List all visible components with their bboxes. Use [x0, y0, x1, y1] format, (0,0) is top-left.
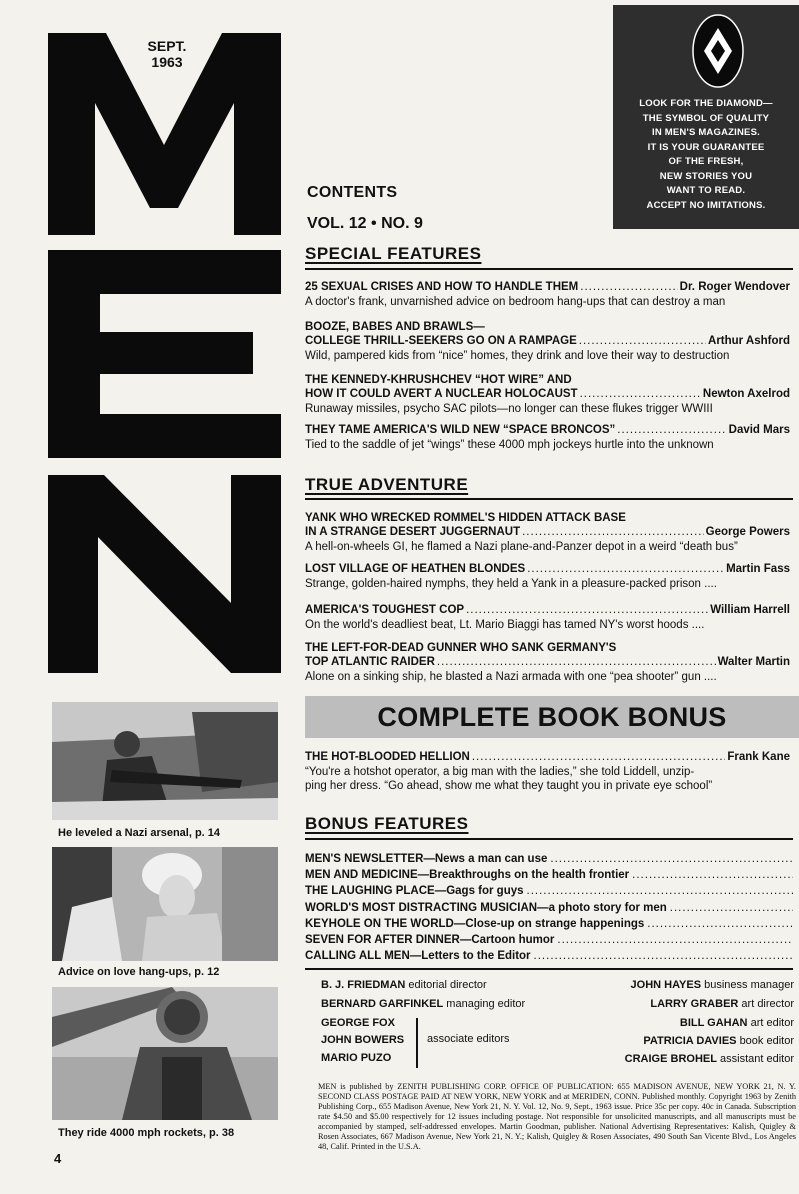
- associate-editors-label: associate editors: [427, 1033, 510, 1045]
- promo-line: IT IS YOUR GUARANTEE: [647, 141, 765, 153]
- staff-name: LARRY GRABER: [650, 998, 739, 1010]
- article-toughest-cop[interactable]: [305, 603, 790, 632]
- article-title: COLLEGE THRILL-SEEKERS GO ON A RAMPAGE: [305, 335, 577, 347]
- staff-name: PATRICIA DAVIES: [643, 1035, 737, 1047]
- masthead-letter-e: [48, 250, 281, 458]
- staff-credit: [321, 1017, 395, 1029]
- bonus-item[interactable]: [305, 932, 793, 948]
- article-description: A doctor's frank, unvarnished advice on bedroom hang-ups that can destroy a man: [305, 296, 726, 308]
- staff-credit: [625, 1053, 794, 1065]
- book-bonus-banner-text: COMPLETE BOOK BONUS: [377, 702, 727, 732]
- article-rommel[interactable]: [305, 511, 790, 554]
- article-description: Alone on a sinking ship, he blasted a Nazi armada with one “pea shooter” gun ....: [305, 671, 717, 683]
- article-title: THEY TAME AMERICA'S WILD NEW “SPACE BRONCOS”: [305, 424, 616, 436]
- divider: [305, 268, 793, 270]
- article-space-broncos[interactable]: [305, 423, 790, 452]
- promo-line: IN MEN'S MAGAZINES.: [652, 127, 760, 138]
- masthead-letter-n: [48, 475, 281, 673]
- special-features-heading: SPECIAL FEATURES: [305, 244, 482, 263]
- bonus-subtitle: —Close-up on strange happenings: [453, 917, 645, 930]
- article-title: THE LEFT-FOR-DEAD GUNNER WHO SANK GERMANY'S: [305, 642, 617, 654]
- bonus-item[interactable]: [305, 900, 793, 916]
- article-description: Wild, pampered kids from “nice” homes, they drink and love their way to destruction: [305, 350, 730, 362]
- bonus-title: MEN AND MEDICINE: [305, 869, 418, 882]
- staff-name: GEORGE FOX: [321, 1017, 395, 1029]
- bonus-subtitle: —Breakthroughs on the health frontier: [417, 869, 630, 882]
- bonus-title: KEYHOLE ON THE WORLD: [305, 917, 454, 930]
- article-title: THE KENNEDY-KHRUSHCHEV “HOT WIRE” AND: [305, 374, 572, 386]
- article-heathen-blondes[interactable]: [305, 562, 790, 591]
- staff-credit: [680, 1017, 794, 1029]
- article-sexual-crises[interactable]: [305, 280, 790, 309]
- article-title: YANK WHO WRECKED ROMMEL'S HIDDEN ATTACK BASE: [305, 512, 626, 524]
- staff-role: book editor: [739, 1035, 794, 1047]
- promo-line: LOOK FOR THE DIAMOND—: [639, 98, 773, 109]
- staff-role: art director: [741, 998, 794, 1010]
- photo3-caption: They ride 4000 mph rockets, p. 38: [58, 1127, 235, 1139]
- bonus-features-list: [305, 851, 793, 964]
- staff-role: business manager: [704, 979, 794, 991]
- photo-pilot: [52, 987, 278, 1120]
- article-description: A hell-on-wheels GI, he flamed a Nazi plane-and-Panzer depot in a weird “death bus”: [305, 541, 738, 553]
- article-title: AMERICA'S TOUGHEST COP: [305, 604, 465, 616]
- bonus-item[interactable]: [305, 948, 793, 964]
- staff-role: assistant editor: [720, 1053, 794, 1065]
- staff-name: B. J. FRIEDMAN: [321, 979, 406, 991]
- article-hot-blooded-hellion[interactable]: [305, 750, 790, 793]
- promo-line: WANT TO READ.: [666, 185, 746, 196]
- staff-credit: [631, 979, 794, 991]
- article-title: HOW IT COULD AVERT A NUCLEAR HOLOCAUST: [305, 388, 578, 400]
- staff-credit: [321, 1034, 404, 1046]
- bonus-subtitle: —Gags for guys: [434, 885, 524, 898]
- article-author: Martin Fass: [726, 563, 790, 575]
- issue-year: 1963: [151, 54, 183, 70]
- article-title: IN A STRANGE DESERT JUGGERNAUT: [305, 526, 521, 538]
- true-adventure-heading: TRUE ADVENTURE: [305, 475, 469, 494]
- staff-name: JOHN BOWERS: [321, 1034, 405, 1046]
- article-author: Frank Kane: [727, 751, 790, 763]
- article-title: 25 SEXUAL CRISES AND HOW TO HANDLE THEM: [305, 281, 579, 293]
- bonus-subtitle: —a photo story for men: [537, 901, 667, 914]
- bonus-item[interactable]: [305, 883, 793, 899]
- staff-name: JOHN HAYES: [630, 979, 702, 991]
- promo-line: THE SYMBOL OF QUALITY: [642, 112, 770, 124]
- staff-credit: [321, 979, 487, 991]
- publication-fineprint: MEN is published by ZENITH PUBLISHING CORP. OFFICE OF PUBLICATION: 655 MADISON AVENUE, NEW YORK 21, N. Y. SECOND CLASS POSTAGE PAID AT NEW YORK, NEW YORK and at MERIDEN, CONN. Published monthly. Copyright 1963 by Zenith Publishing Corp., 655 Madison Avenue, New York 21, N. Y. Vol. 12, No. 9, Sept., 1963 issue. Price 35c per copy. 40c in Canada. Subscription rate $4.50 and $5.00 respectively for 12 issues including postage. Not responsible for unsolicited manuscripts, and all manuscripts must be accompanied by stamped, self-addressed envelopes. Martin Goodman, publisher. National Advertising Representatives: Kalish, Quigley & Rosen Associates, 667 Madison Avenue, New York 21, N. Y.; Kalish, Quigley & Rosen Associates, 490 South San Vicente Blvd., Los Angeles 48, Calif. Printed in the U.S.A.: [318, 1082, 796, 1151]
- staff-role: art editor: [750, 1017, 794, 1029]
- bonus-title: THE LAUGHING PLACE: [305, 885, 435, 898]
- bonus-title: MEN'S NEWSLETTER: [305, 853, 424, 865]
- article-description: ping her dress. “Go ahead, show me what they taught you in private eye school”: [305, 780, 713, 792]
- promo-line: NEW STORIES YOU: [659, 170, 753, 182]
- article-title: TOP ATLANTIC RAIDER: [305, 656, 435, 668]
- promo-line: ACCEPT NO IMITATIONS.: [646, 199, 766, 211]
- photo2-caption: Advice on love hang-ups, p. 12: [58, 966, 220, 978]
- staff-credit: [321, 1052, 391, 1064]
- article-booze-babes[interactable]: [305, 320, 790, 363]
- page-number: 4: [54, 1151, 62, 1166]
- photo1-caption: He leveled a Nazi arsenal, p. 14: [58, 827, 221, 839]
- article-author: Walter Martin: [717, 656, 790, 668]
- bonus-item[interactable]: [305, 851, 793, 867]
- bonus-item[interactable]: [305, 867, 793, 883]
- article-author: David Mars: [728, 424, 790, 436]
- article-title: BOOZE, BABES AND BRAWLS—: [305, 321, 485, 333]
- promo-box: [613, 5, 799, 229]
- staff-name: CRAIGE BROHEL: [624, 1053, 717, 1065]
- article-author: Arthur Ashford: [708, 335, 790, 347]
- bonus-subtitle: —Letters to the Editor: [409, 950, 531, 963]
- article-title: LOST VILLAGE OF HEATHEN BLONDES: [305, 563, 526, 575]
- photo-woman: [52, 847, 278, 961]
- staff-credit: [321, 998, 525, 1010]
- staff-role: managing editor: [446, 998, 526, 1010]
- divider: [305, 498, 793, 500]
- divider: [305, 838, 793, 840]
- divider: [305, 968, 793, 970]
- issue-date: [141, 38, 193, 70]
- article-description: Strange, golden-haired nymphs, they held a Yank in a pleasure-packed prison ....: [305, 578, 717, 590]
- article-author: Newton Axelrod: [702, 388, 790, 400]
- diamond-icon: [692, 14, 744, 88]
- staff-name: BILL GAHAN: [679, 1017, 748, 1029]
- bonus-subtitle: —Cartoon humor: [459, 934, 555, 947]
- staff-credit: [650, 998, 794, 1010]
- article-author: William Harrell: [710, 604, 790, 616]
- staff-role: editorial director: [408, 979, 487, 991]
- bonus-title: CALLING ALL MEN: [305, 950, 410, 963]
- bonus-title: SEVEN FOR AFTER DINNER: [305, 934, 460, 947]
- contents-label: CONTENTS: [307, 184, 398, 201]
- bonus-item[interactable]: [305, 916, 793, 932]
- bonus-title: WORLD'S MOST DISTRACTING MUSICIAN: [305, 901, 538, 914]
- bonus-subtitle: —News a man can use: [423, 853, 548, 865]
- promo-text: [613, 97, 799, 213]
- article-description: On the world's deadliest beat, Lt. Mario Biaggi has tamed NY's worst hoods ....: [305, 619, 705, 631]
- volume-label: VOL. 12 • NO. 9: [307, 215, 423, 232]
- staff-credit: [643, 1035, 794, 1047]
- article-author: George Powers: [705, 526, 790, 538]
- staff-name: MARIO PUZO: [321, 1052, 392, 1064]
- promo-line: OF THE FRESH,: [668, 156, 744, 167]
- article-description: Runaway missiles, psycho SAC pilots—no longer can these flukes trigger WWIII: [305, 403, 713, 415]
- article-atlantic-raider[interactable]: [305, 641, 790, 684]
- book-bonus-banner: [305, 696, 799, 738]
- article-author: Dr. Roger Wendover: [679, 281, 790, 293]
- article-title: THE HOT-BLOODED HELLION: [305, 751, 470, 763]
- article-description: “You're a hotshot operator, a big man with the ladies,” she told Liddell, unzip-: [305, 766, 695, 778]
- article-hot-wire[interactable]: [305, 373, 790, 416]
- article-description: Tied to the saddle of jet “wings” these 4000 mph jockeys hurtle into the unknown: [305, 439, 714, 451]
- issue-month: SEPT.: [147, 38, 187, 54]
- staff-name: BERNARD GARFINKEL: [321, 998, 444, 1010]
- bonus-features-heading: BONUS FEATURES: [305, 814, 469, 833]
- photo-soldier-gun: [52, 702, 278, 820]
- associate-bracket: [416, 1018, 418, 1068]
